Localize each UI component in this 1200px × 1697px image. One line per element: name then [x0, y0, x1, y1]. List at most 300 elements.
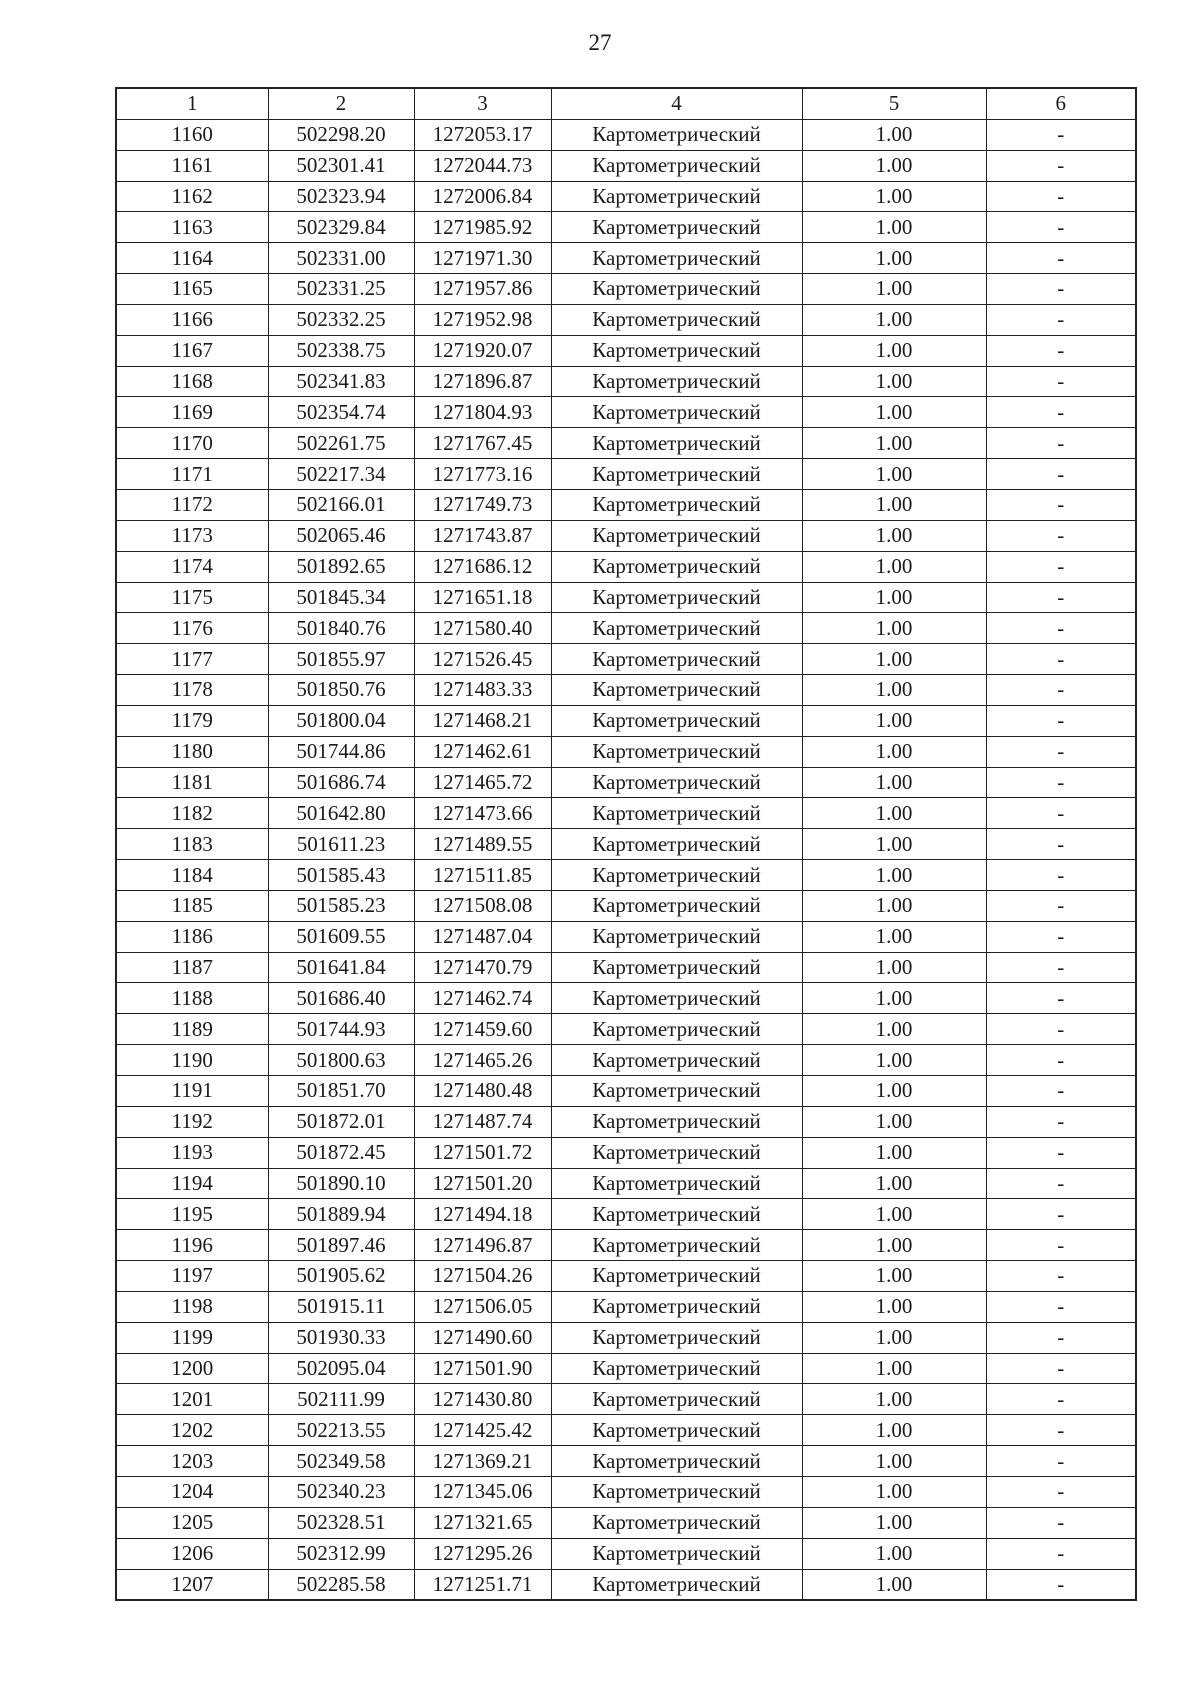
accuracy-cell: 1.00 [802, 1291, 986, 1322]
point-number-cell: 1198 [116, 1291, 268, 1322]
table-row [116, 366, 1136, 397]
x-coordinate-cell: 501686.40 [268, 983, 414, 1014]
accuracy-cell: 1.00 [802, 1507, 986, 1538]
x-coordinate-cell: 502329.84 [268, 212, 414, 243]
method-cell: Картометрический [551, 1261, 802, 1292]
accuracy-cell: 1.00 [802, 983, 986, 1014]
x-coordinate-cell: 501686.74 [268, 767, 414, 798]
note-cell: - [986, 1415, 1136, 1446]
method-cell: Картометрический [551, 1168, 802, 1199]
point-number-cell: 1170 [116, 428, 268, 459]
note-cell: - [986, 1446, 1136, 1477]
column-header: 1 [116, 88, 268, 119]
note-cell: - [986, 1106, 1136, 1137]
accuracy-cell: 1.00 [802, 119, 986, 150]
point-number-cell: 1181 [116, 767, 268, 798]
y-coordinate-cell: 1271511.85 [414, 860, 551, 891]
y-coordinate-cell: 1271483.33 [414, 675, 551, 706]
table-row [116, 1261, 1136, 1292]
point-number-cell: 1205 [116, 1507, 268, 1538]
point-number-cell: 1163 [116, 212, 268, 243]
method-cell: Картометрический [551, 1384, 802, 1415]
table-row [116, 304, 1136, 335]
y-coordinate-cell: 1271501.20 [414, 1168, 551, 1199]
table-row [116, 1446, 1136, 1477]
x-coordinate-cell: 501744.86 [268, 736, 414, 767]
y-coordinate-cell: 1271494.18 [414, 1199, 551, 1230]
method-cell: Картометрический [551, 1353, 802, 1384]
point-number-cell: 1207 [116, 1569, 268, 1600]
method-cell: Картометрический [551, 1076, 802, 1107]
y-coordinate-cell: 1271470.79 [414, 952, 551, 983]
accuracy-cell: 1.00 [802, 335, 986, 366]
y-coordinate-cell: 1271971.30 [414, 243, 551, 274]
method-cell: Картометрический [551, 860, 802, 891]
x-coordinate-cell: 502111.99 [268, 1384, 414, 1415]
accuracy-cell: 1.00 [802, 428, 986, 459]
note-cell: - [986, 829, 1136, 860]
note-cell: - [986, 551, 1136, 582]
accuracy-cell: 1.00 [802, 520, 986, 551]
point-number-cell: 1191 [116, 1076, 268, 1107]
method-cell: Картометрический [551, 335, 802, 366]
y-coordinate-cell: 1271686.12 [414, 551, 551, 582]
note-cell: - [986, 705, 1136, 736]
note-cell: - [986, 459, 1136, 490]
y-coordinate-cell: 1271501.72 [414, 1137, 551, 1168]
table-row [116, 798, 1136, 829]
table-row [116, 1199, 1136, 1230]
point-number-cell: 1186 [116, 921, 268, 952]
method-cell: Картометрический [551, 397, 802, 428]
method-cell: Картометрический [551, 1291, 802, 1322]
point-number-cell: 1168 [116, 366, 268, 397]
x-coordinate-cell: 502213.55 [268, 1415, 414, 1446]
point-number-cell: 1179 [116, 705, 268, 736]
accuracy-cell: 1.00 [802, 1476, 986, 1507]
x-coordinate-cell: 501892.65 [268, 551, 414, 582]
note-cell: - [986, 798, 1136, 829]
note-cell: - [986, 582, 1136, 613]
accuracy-cell: 1.00 [802, 798, 986, 829]
note-cell: - [986, 952, 1136, 983]
method-cell: Картометрический [551, 489, 802, 520]
x-coordinate-cell: 502298.20 [268, 119, 414, 150]
note-cell: - [986, 428, 1136, 459]
point-number-cell: 1183 [116, 829, 268, 860]
accuracy-cell: 1.00 [802, 1384, 986, 1415]
y-coordinate-cell: 1271345.06 [414, 1476, 551, 1507]
accuracy-cell: 1.00 [802, 212, 986, 243]
method-cell: Картометрический [551, 675, 802, 706]
point-number-cell: 1162 [116, 181, 268, 212]
table-row [116, 1230, 1136, 1261]
point-number-cell: 1172 [116, 489, 268, 520]
x-coordinate-cell: 502285.58 [268, 1569, 414, 1600]
table-row [116, 1353, 1136, 1384]
table-row [116, 1507, 1136, 1538]
method-cell: Картометрический [551, 304, 802, 335]
accuracy-cell: 1.00 [802, 1538, 986, 1569]
method-cell: Картометрический [551, 705, 802, 736]
note-cell: - [986, 1384, 1136, 1415]
table-row [116, 459, 1136, 490]
method-cell: Картометрический [551, 1446, 802, 1477]
y-coordinate-cell: 1271957.86 [414, 274, 551, 305]
table-row [116, 489, 1136, 520]
column-header: 2 [268, 88, 414, 119]
accuracy-cell: 1.00 [802, 181, 986, 212]
point-number-cell: 1185 [116, 890, 268, 921]
accuracy-cell: 1.00 [802, 644, 986, 675]
accuracy-cell: 1.00 [802, 890, 986, 921]
table-row [116, 335, 1136, 366]
y-coordinate-cell: 1271580.40 [414, 613, 551, 644]
point-number-cell: 1204 [116, 1476, 268, 1507]
note-cell: - [986, 1291, 1136, 1322]
accuracy-cell: 1.00 [802, 860, 986, 891]
table-row [116, 1569, 1136, 1600]
method-cell: Картометрический [551, 1538, 802, 1569]
note-cell: - [986, 1230, 1136, 1261]
accuracy-cell: 1.00 [802, 243, 986, 274]
y-coordinate-cell: 1271468.21 [414, 705, 551, 736]
note-cell: - [986, 767, 1136, 798]
method-cell: Картометрический [551, 736, 802, 767]
accuracy-cell: 1.00 [802, 304, 986, 335]
y-coordinate-cell: 1271251.71 [414, 1569, 551, 1600]
method-cell: Картометрический [551, 613, 802, 644]
y-coordinate-cell: 1271487.74 [414, 1106, 551, 1137]
note-cell: - [986, 613, 1136, 644]
table-row [116, 397, 1136, 428]
point-number-cell: 1167 [116, 335, 268, 366]
accuracy-cell: 1.00 [802, 1106, 986, 1137]
y-coordinate-cell: 1271425.42 [414, 1415, 551, 1446]
y-coordinate-cell: 1271487.04 [414, 921, 551, 952]
method-cell: Картометрический [551, 767, 802, 798]
note-cell: - [986, 1353, 1136, 1384]
point-number-cell: 1171 [116, 459, 268, 490]
note-cell: - [986, 1045, 1136, 1076]
column-header: 4 [551, 88, 802, 119]
x-coordinate-cell: 501905.62 [268, 1261, 414, 1292]
point-number-cell: 1169 [116, 397, 268, 428]
x-coordinate-cell: 501800.04 [268, 705, 414, 736]
method-cell: Картометрический [551, 243, 802, 274]
y-coordinate-cell: 1271985.92 [414, 212, 551, 243]
accuracy-cell: 1.00 [802, 1199, 986, 1230]
method-cell: Картометрический [551, 1322, 802, 1353]
method-cell: Картометрический [551, 890, 802, 921]
page-number: 27 [588, 30, 612, 55]
method-cell: Картометрический [551, 274, 802, 305]
point-number-cell: 1203 [116, 1446, 268, 1477]
accuracy-cell: 1.00 [802, 150, 986, 181]
x-coordinate-cell: 501609.55 [268, 921, 414, 952]
note-cell: - [986, 1261, 1136, 1292]
point-number-cell: 1164 [116, 243, 268, 274]
table-row [116, 767, 1136, 798]
y-coordinate-cell: 1271767.45 [414, 428, 551, 459]
note-cell: - [986, 335, 1136, 366]
x-coordinate-cell: 501585.43 [268, 860, 414, 891]
note-cell: - [986, 983, 1136, 1014]
point-number-cell: 1177 [116, 644, 268, 675]
x-coordinate-cell: 501890.10 [268, 1168, 414, 1199]
point-number-cell: 1188 [116, 983, 268, 1014]
table-row [116, 150, 1136, 181]
method-cell: Картометрический [551, 1230, 802, 1261]
table-row [116, 1076, 1136, 1107]
y-coordinate-cell: 1271473.66 [414, 798, 551, 829]
table-row [116, 1106, 1136, 1137]
note-cell: - [986, 644, 1136, 675]
x-coordinate-cell: 501845.34 [268, 582, 414, 613]
note-cell: - [986, 304, 1136, 335]
accuracy-cell: 1.00 [802, 767, 986, 798]
table-body [116, 119, 1136, 1600]
x-coordinate-cell: 502261.75 [268, 428, 414, 459]
method-cell: Картометрический [551, 1106, 802, 1137]
x-coordinate-cell: 502095.04 [268, 1353, 414, 1384]
table-row [116, 952, 1136, 983]
y-coordinate-cell: 1271462.74 [414, 983, 551, 1014]
table-row [116, 613, 1136, 644]
point-number-cell: 1190 [116, 1045, 268, 1076]
table-row [116, 181, 1136, 212]
method-cell: Картометрический [551, 1045, 802, 1076]
y-coordinate-cell: 1271295.26 [414, 1538, 551, 1569]
x-coordinate-cell: 501855.97 [268, 644, 414, 675]
method-cell: Картометрический [551, 150, 802, 181]
method-cell: Картометрический [551, 366, 802, 397]
y-coordinate-cell: 1271773.16 [414, 459, 551, 490]
x-coordinate-cell: 502331.00 [268, 243, 414, 274]
y-coordinate-cell: 1271480.48 [414, 1076, 551, 1107]
point-number-cell: 1180 [116, 736, 268, 767]
table-row [116, 705, 1136, 736]
accuracy-cell: 1.00 [802, 705, 986, 736]
y-coordinate-cell: 1271952.98 [414, 304, 551, 335]
table-row [116, 582, 1136, 613]
note-cell: - [986, 1476, 1136, 1507]
x-coordinate-cell: 501744.93 [268, 1014, 414, 1045]
x-coordinate-cell: 502217.34 [268, 459, 414, 490]
table-row [116, 551, 1136, 582]
method-cell: Картометрический [551, 1014, 802, 1045]
x-coordinate-cell: 502349.58 [268, 1446, 414, 1477]
x-coordinate-cell: 501850.76 [268, 675, 414, 706]
x-coordinate-cell: 502354.74 [268, 397, 414, 428]
point-number-cell: 1206 [116, 1538, 268, 1569]
point-number-cell: 1173 [116, 520, 268, 551]
table-row [116, 921, 1136, 952]
note-cell: - [986, 1137, 1136, 1168]
point-number-cell: 1165 [116, 274, 268, 305]
point-number-cell: 1200 [116, 1353, 268, 1384]
table-row [116, 1014, 1136, 1045]
accuracy-cell: 1.00 [802, 1353, 986, 1384]
note-cell: - [986, 520, 1136, 551]
column-header: 6 [986, 88, 1136, 119]
x-coordinate-cell: 502341.83 [268, 366, 414, 397]
method-cell: Картометрический [551, 459, 802, 490]
table-row [116, 1384, 1136, 1415]
y-coordinate-cell: 1271749.73 [414, 489, 551, 520]
x-coordinate-cell: 501800.63 [268, 1045, 414, 1076]
note-cell: - [986, 675, 1136, 706]
x-coordinate-cell: 501872.01 [268, 1106, 414, 1137]
accuracy-cell: 1.00 [802, 829, 986, 860]
method-cell: Картометрический [551, 582, 802, 613]
point-number-cell: 1182 [116, 798, 268, 829]
y-coordinate-cell: 1271508.08 [414, 890, 551, 921]
x-coordinate-cell: 501585.23 [268, 890, 414, 921]
note-cell: - [986, 274, 1136, 305]
y-coordinate-cell: 1271369.21 [414, 1446, 551, 1477]
note-cell: - [986, 1322, 1136, 1353]
method-cell: Картометрический [551, 952, 802, 983]
point-number-cell: 1197 [116, 1261, 268, 1292]
table-row [116, 212, 1136, 243]
point-number-cell: 1187 [116, 952, 268, 983]
note-cell: - [986, 150, 1136, 181]
x-coordinate-cell: 502338.75 [268, 335, 414, 366]
method-cell: Картометрический [551, 1507, 802, 1538]
accuracy-cell: 1.00 [802, 551, 986, 582]
y-coordinate-cell: 1271490.60 [414, 1322, 551, 1353]
table-row [116, 675, 1136, 706]
coordinates-table [115, 87, 1137, 1601]
point-number-cell: 1175 [116, 582, 268, 613]
table-row [116, 983, 1136, 1014]
table-row [116, 1538, 1136, 1569]
table-row [116, 1137, 1136, 1168]
method-cell: Картометрический [551, 1199, 802, 1230]
x-coordinate-cell: 502301.41 [268, 150, 414, 181]
accuracy-cell: 1.00 [802, 1569, 986, 1600]
x-coordinate-cell: 502312.99 [268, 1538, 414, 1569]
y-coordinate-cell: 1271743.87 [414, 520, 551, 551]
x-coordinate-cell: 502331.25 [268, 274, 414, 305]
x-coordinate-cell: 501872.45 [268, 1137, 414, 1168]
method-cell: Картометрический [551, 119, 802, 150]
note-cell: - [986, 890, 1136, 921]
note-cell: - [986, 489, 1136, 520]
point-number-cell: 1202 [116, 1415, 268, 1446]
x-coordinate-cell: 501930.33 [268, 1322, 414, 1353]
point-number-cell: 1184 [116, 860, 268, 891]
table-row [116, 428, 1136, 459]
y-coordinate-cell: 1271896.87 [414, 366, 551, 397]
method-cell: Картометрический [551, 644, 802, 675]
note-cell: - [986, 736, 1136, 767]
note-cell: - [986, 1569, 1136, 1600]
accuracy-cell: 1.00 [802, 1076, 986, 1107]
method-cell: Картометрический [551, 212, 802, 243]
point-number-cell: 1192 [116, 1106, 268, 1137]
point-number-cell: 1166 [116, 304, 268, 335]
accuracy-cell: 1.00 [802, 1261, 986, 1292]
column-header: 3 [414, 88, 551, 119]
y-coordinate-cell: 1271920.07 [414, 335, 551, 366]
accuracy-cell: 1.00 [802, 1014, 986, 1045]
accuracy-cell: 1.00 [802, 921, 986, 952]
note-cell: - [986, 181, 1136, 212]
point-number-cell: 1199 [116, 1322, 268, 1353]
note-cell: - [986, 119, 1136, 150]
note-cell: - [986, 397, 1136, 428]
method-cell: Картометрический [551, 829, 802, 860]
table-row [116, 520, 1136, 551]
x-coordinate-cell: 502323.94 [268, 181, 414, 212]
x-coordinate-cell: 501897.46 [268, 1230, 414, 1261]
x-coordinate-cell: 502166.01 [268, 489, 414, 520]
accuracy-cell: 1.00 [802, 489, 986, 520]
y-coordinate-cell: 1271504.26 [414, 1261, 551, 1292]
x-coordinate-cell: 502065.46 [268, 520, 414, 551]
column-header: 5 [802, 88, 986, 119]
y-coordinate-cell: 1271321.65 [414, 1507, 551, 1538]
note-cell: - [986, 366, 1136, 397]
x-coordinate-cell: 501889.94 [268, 1199, 414, 1230]
y-coordinate-cell: 1271526.45 [414, 644, 551, 675]
y-coordinate-cell: 1272044.73 [414, 150, 551, 181]
method-cell: Картометрический [551, 1569, 802, 1600]
x-coordinate-cell: 502340.23 [268, 1476, 414, 1507]
table-row [116, 119, 1136, 150]
method-cell: Картометрический [551, 520, 802, 551]
method-cell: Картометрический [551, 181, 802, 212]
point-number-cell: 1201 [116, 1384, 268, 1415]
point-number-cell: 1189 [116, 1014, 268, 1045]
note-cell: - [986, 921, 1136, 952]
y-coordinate-cell: 1271496.87 [414, 1230, 551, 1261]
y-coordinate-cell: 1271465.26 [414, 1045, 551, 1076]
y-coordinate-cell: 1271462.61 [414, 736, 551, 767]
point-number-cell: 1196 [116, 1230, 268, 1261]
point-number-cell: 1195 [116, 1199, 268, 1230]
table-row [116, 243, 1136, 274]
accuracy-cell: 1.00 [802, 582, 986, 613]
note-cell: - [986, 1507, 1136, 1538]
note-cell: - [986, 860, 1136, 891]
table-row [116, 736, 1136, 767]
y-coordinate-cell: 1271651.18 [414, 582, 551, 613]
x-coordinate-cell: 501641.84 [268, 952, 414, 983]
note-cell: - [986, 1199, 1136, 1230]
table-row [116, 1322, 1136, 1353]
y-coordinate-cell: 1271430.80 [414, 1384, 551, 1415]
accuracy-cell: 1.00 [802, 274, 986, 305]
accuracy-cell: 1.00 [802, 1137, 986, 1168]
note-cell: - [986, 1014, 1136, 1045]
y-coordinate-cell: 1271506.05 [414, 1291, 551, 1322]
note-cell: - [986, 212, 1136, 243]
point-number-cell: 1178 [116, 675, 268, 706]
point-number-cell: 1160 [116, 119, 268, 150]
point-number-cell: 1194 [116, 1168, 268, 1199]
x-coordinate-cell: 501840.76 [268, 613, 414, 644]
accuracy-cell: 1.00 [802, 1045, 986, 1076]
method-cell: Картометрический [551, 1476, 802, 1507]
table-header-row [116, 88, 1136, 119]
accuracy-cell: 1.00 [802, 613, 986, 644]
method-cell: Картометрический [551, 428, 802, 459]
note-cell: - [986, 1076, 1136, 1107]
method-cell: Картометрический [551, 1137, 802, 1168]
